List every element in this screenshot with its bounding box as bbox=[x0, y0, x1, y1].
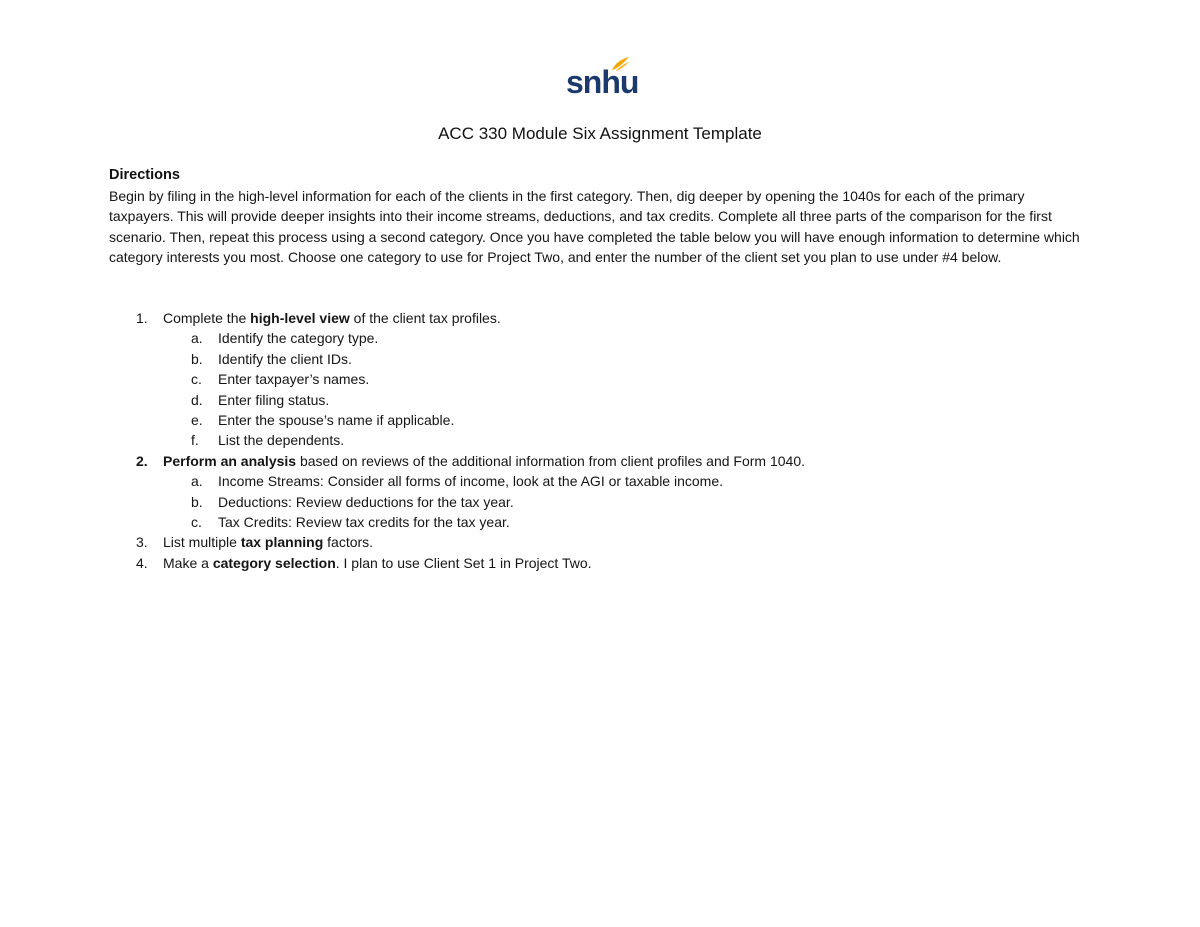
instruction-list bbox=[109, 308, 1109, 573]
page-title: ACC 330 Module Six Assignment Template bbox=[438, 124, 762, 143]
list-number: 2. bbox=[136, 452, 148, 469]
list-number: 3. bbox=[136, 534, 148, 551]
list-text: Complete the high-level view of the client tax profiles. bbox=[163, 310, 501, 326]
list-number: 1. bbox=[136, 310, 148, 326]
emphasis-text: category selection bbox=[212, 554, 336, 571]
directions-heading: Directions bbox=[109, 167, 180, 183]
list-item bbox=[109, 308, 1109, 328]
directions-paragraph: Begin by filing in the high-level information for each of the clients in the first category. Then, dig deeper by opening the 1040s for each of the primary taxpayers. This will provide deeper insights into their income streams, deductions, and tax credits. Complete all three parts of the comparison for the first scenario. Then, repeat this process using a second category. Once you have completed the table below you will have enough information to determine which category interests you most. Choose one category to use for Project Two, and enter the number of the client set you plan to use under #4 below. bbox=[109, 188, 1080, 266]
list-text: List multiple tax planning factors. bbox=[163, 534, 374, 551]
sub-list-item: a. Income Streams: Consider all forms of income, look at the AGI or taxable income. bbox=[191, 473, 723, 490]
list-item bbox=[109, 553, 1109, 573]
list-number: 4. bbox=[136, 554, 148, 571]
logo-wordmark: snhu bbox=[566, 64, 639, 100]
snhu-logo bbox=[566, 56, 639, 104]
sub-list-item: c. Enter taxpayer’s names. bbox=[191, 371, 370, 388]
emphasis-text: tax planning bbox=[240, 534, 324, 551]
emphasis-text: high-level view bbox=[250, 310, 350, 326]
list-text: Perform an analysis based on reviews of the additional information from client profiles and Form 1040. bbox=[163, 452, 805, 469]
sub-list-item: b. Deductions: Review deductions for the tax year. bbox=[191, 493, 514, 510]
list-text: Make a category selection. I plan to use Client Set 1 in Project Two. bbox=[163, 554, 592, 571]
sub-list-item: a. Identify the category type. bbox=[191, 330, 379, 347]
list-item bbox=[109, 532, 1109, 552]
sub-list-item: e. Enter the spouse’s name if applicable. bbox=[191, 411, 455, 428]
emphasis-text: Perform an analysis bbox=[163, 452, 297, 469]
sub-list-item: b. Identify the client IDs. bbox=[191, 350, 352, 367]
sub-list-item: f. List the dependents. bbox=[191, 432, 345, 449]
sub-list-item: c. Tax Credits: Review tax credits for the tax year. bbox=[191, 513, 510, 530]
list-item bbox=[109, 451, 1109, 471]
sub-list-item: d. Enter filing status. bbox=[191, 391, 330, 408]
